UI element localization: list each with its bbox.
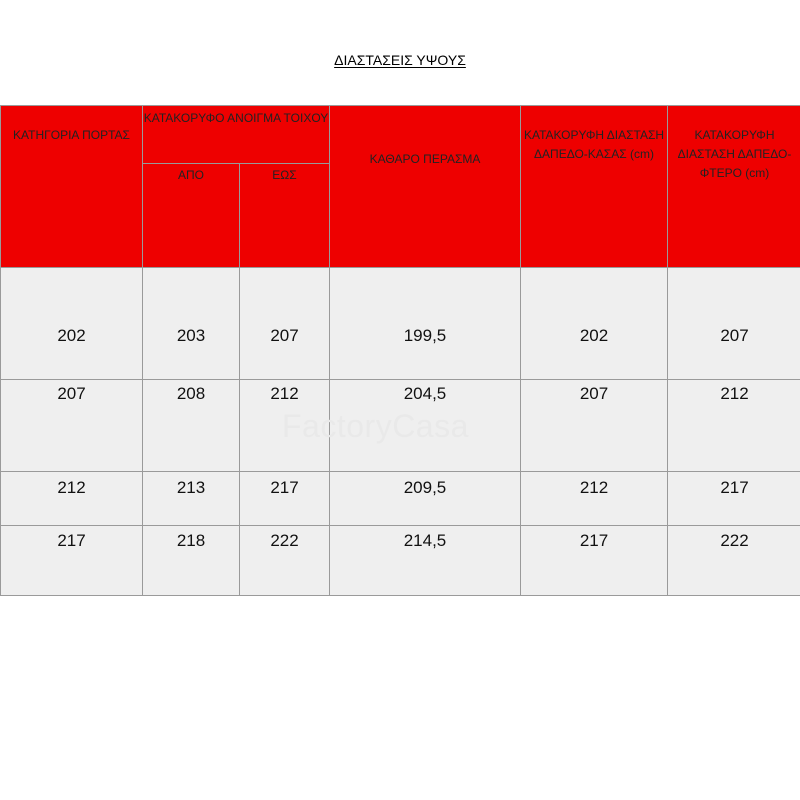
cell-to: 207	[240, 268, 330, 380]
cell-floor-frame: 217	[521, 526, 668, 596]
header-to: ΕΩΣ	[240, 164, 330, 268]
cell-floor-frame: 212	[521, 472, 668, 526]
cell-clear-passage: 204,5	[330, 380, 521, 472]
cell-clear-passage: 209,5	[330, 472, 521, 526]
height-dimensions-table	[0, 105, 800, 596]
header-clear-passage: ΚΑΘΑΡΟ ΠΕΡΑΣΜΑ	[330, 106, 521, 268]
cell-from: 208	[143, 380, 240, 472]
cell-to: 217	[240, 472, 330, 526]
cell-category: 202	[1, 268, 143, 380]
cell-to: 222	[240, 526, 330, 596]
header-from: ΑΠΟ	[143, 164, 240, 268]
cell-floor-frame: 207	[521, 380, 668, 472]
cell-clear-passage: 199,5	[330, 268, 521, 380]
cell-from: 218	[143, 526, 240, 596]
header-wall-opening: ΚΑΤΑΚΟΡΥΦΟ ΑΝΟΙΓΜΑ ΤΟΙΧΟΥ	[143, 106, 330, 164]
cell-from: 203	[143, 268, 240, 380]
cell-category: 207	[1, 380, 143, 472]
cell-to: 212	[240, 380, 330, 472]
page-title: ΔΙΑΣΤΑΣΕΙΣ ΥΨΟΥΣ	[334, 52, 466, 68]
table-row	[1, 526, 800, 596]
cell-floor-leaf: 212	[668, 380, 800, 472]
watermark: FactoryCasa	[282, 408, 469, 444]
header-floor-frame: ΚΑΤΑΚΟΡΥΦΗ ΔΙΑΣΤΑΣΗ ΔΑΠΕΔΟ-ΚΑΣΑΣ (cm)	[521, 106, 668, 268]
cell-floor-frame: 202	[521, 268, 668, 380]
cell-floor-leaf: 217	[668, 472, 800, 526]
header-floor-leaf: ΚΑΤΑΚΟΡΥΦΗ ΔΙΑΣΤΑΣΗ ΔΑΠΕΔΟ-ΦΤΕΡΟ (cm)	[668, 106, 800, 268]
header-door-category: ΚΑΤΗΓΟΡΙΑ ΠΟΡΤΑΣ	[1, 106, 143, 268]
cell-category: 217	[1, 526, 143, 596]
cell-from: 213	[143, 472, 240, 526]
table-row	[1, 472, 800, 526]
cell-floor-leaf: 222	[668, 526, 800, 596]
table-row	[1, 380, 800, 472]
cell-clear-passage: 214,5	[330, 526, 521, 596]
table-row	[1, 268, 800, 380]
cell-floor-leaf: 207	[668, 268, 800, 380]
cell-category: 212	[1, 472, 143, 526]
